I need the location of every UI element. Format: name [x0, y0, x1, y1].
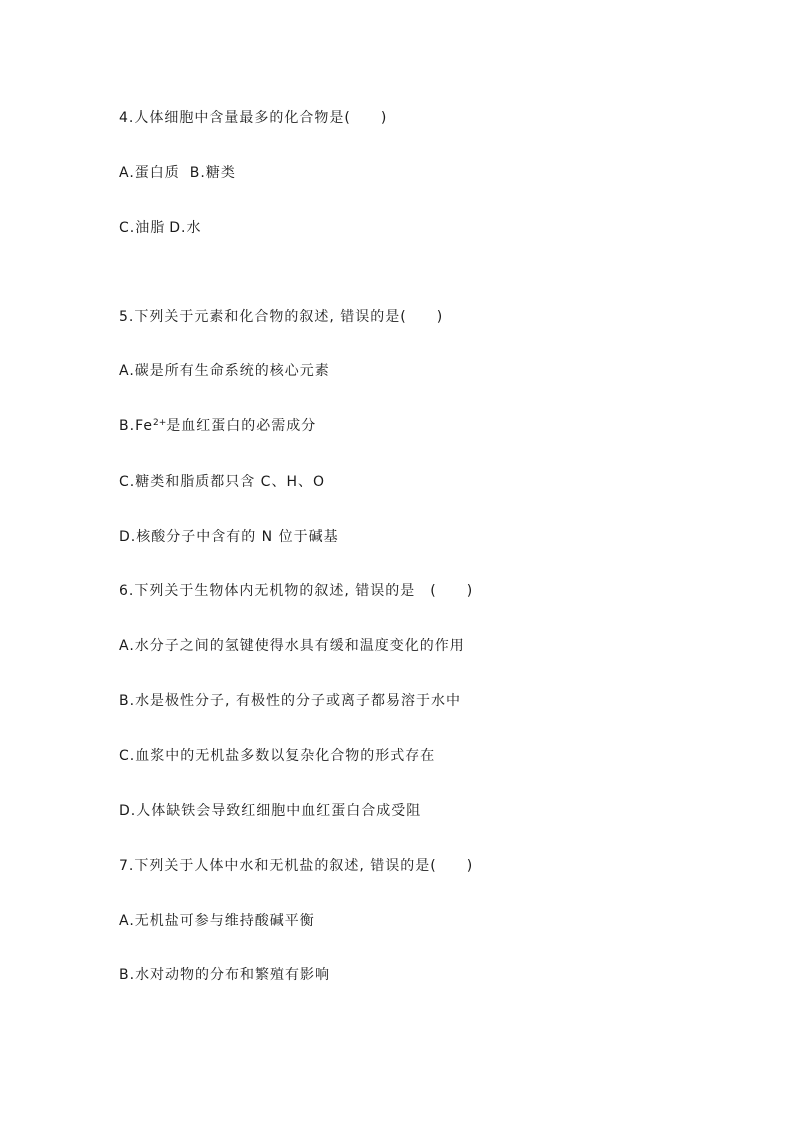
- option-b-text: 水对动物的分布和繁殖有影响: [135, 967, 331, 983]
- option-b-charge: 2+: [152, 418, 167, 428]
- option-b-label: B.: [119, 693, 136, 709]
- question-4-stem: 4.人体细胞中含量最多的化合物是( ): [119, 110, 388, 126]
- option-d-label: D.: [169, 220, 187, 236]
- option-b-text: 是血红蛋白的必需成分: [166, 418, 317, 434]
- question-5-option-a: [119, 362, 330, 380]
- question-5-option-c: [119, 473, 325, 491]
- option-c-label: C.: [119, 474, 136, 490]
- question-5-option-b: [119, 417, 316, 435]
- question-5-option-d: [119, 528, 339, 546]
- option-a-text: 水分子之间的氢键使得水具有缓和温度变化的作用: [134, 638, 465, 654]
- option-a-text: 蛋白质: [134, 165, 180, 181]
- option-c-label: C.: [119, 220, 136, 236]
- option-b-label: B.: [119, 967, 136, 983]
- option-a-text: 无机盐可参与维持酸碱平衡: [134, 913, 315, 929]
- option-a-text: 碳是所有生命系统的核心元素: [134, 363, 330, 379]
- question-6-option-b: [119, 692, 461, 710]
- question-4-options-row-2: [119, 219, 201, 237]
- option-d-label: D.: [119, 529, 137, 545]
- option-c-text: 血浆中的无机盐多数以复杂化合物的形式存在: [135, 748, 436, 764]
- option-d-text: 水: [186, 220, 202, 236]
- option-b-label: B.: [189, 165, 206, 181]
- option-c-text: 油脂: [135, 220, 166, 236]
- option-a-label: A.: [119, 165, 135, 181]
- option-d-text: 核酸分子中含有的 N 位于碱基: [136, 529, 339, 545]
- option-a-label: A.: [119, 363, 135, 379]
- question-5-stem: 5.下列关于元素和化合物的叙述, 错误的是( ): [119, 309, 444, 325]
- option-b-formula: Fe: [135, 418, 153, 434]
- question-6-option-c: [119, 747, 435, 765]
- question-6-option-a: [119, 637, 465, 655]
- option-d-label: D.: [119, 803, 137, 819]
- question-7-stem: 7.下列关于人体中水和无机盐的叙述, 错误的是( ): [119, 858, 474, 874]
- option-b-text: 糖类: [205, 165, 236, 181]
- option-b-text: 水是极性分子, 有极性的分子或离子都易溶于水中: [135, 693, 461, 709]
- option-a-label: A.: [119, 913, 135, 929]
- option-c-label: C.: [119, 748, 136, 764]
- question-4-options-row-1: [119, 164, 236, 182]
- option-d-text: 人体缺铁会导致红细胞中血红蛋白合成受阻: [136, 803, 422, 819]
- question-6-option-d: [119, 802, 421, 820]
- question-6-stem: 6.下列关于生物体内无机物的叙述, 错误的是 ( ): [119, 583, 474, 599]
- option-a-label: A.: [119, 638, 135, 654]
- question-7-option-a: [119, 912, 315, 930]
- option-c-text: 糖类和脂质都只含 C、H、O: [135, 474, 326, 490]
- option-b-label: B.: [119, 418, 136, 434]
- question-7-option-b: [119, 966, 330, 984]
